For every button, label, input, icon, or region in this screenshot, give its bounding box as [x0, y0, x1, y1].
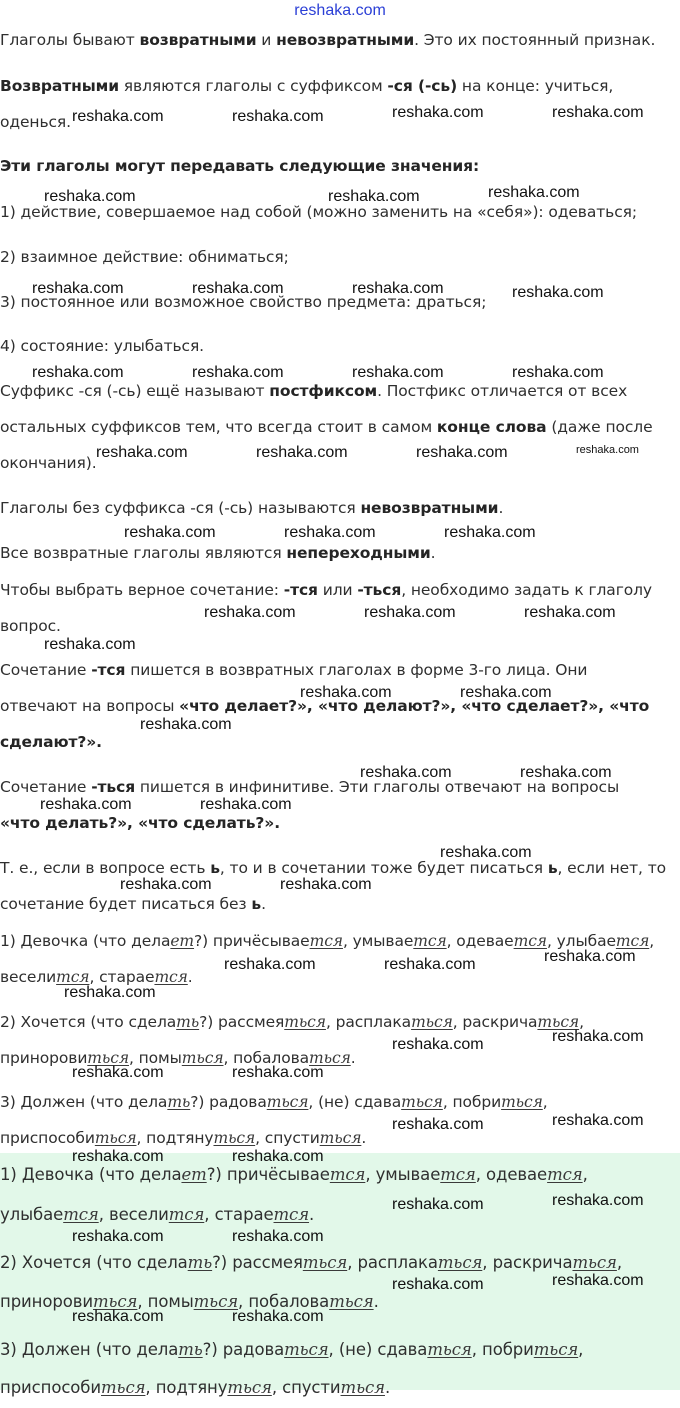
watermark: reshaka.com [72, 1308, 164, 1325]
text: , если нет, то [557, 859, 667, 877]
watermark: reshaka.com [552, 1028, 644, 1045]
text: отвечают на вопросы [0, 697, 180, 715]
ending: ться [284, 1340, 329, 1359]
watermark: reshaka.com [360, 764, 452, 781]
meaning-3: 3) постоянное или возможное свойство предмета: драться; [0, 293, 487, 311]
text: . [350, 1049, 356, 1067]
text: , улыбае [546, 932, 616, 950]
watermark: reshaka.com [364, 604, 456, 621]
text: (даже после [546, 418, 653, 436]
watermark: reshaka.com [224, 956, 316, 973]
term: непереходными [286, 544, 431, 562]
watermark: reshaka.com [488, 184, 580, 201]
watermark: reshaka.com [32, 280, 124, 297]
ending: ться [340, 1378, 385, 1397]
watermark: reshaka.com [64, 984, 156, 1001]
text: , побри [442, 1093, 502, 1111]
watermark: reshaka.com [124, 524, 216, 541]
para-reflexive-intro [0, 22, 680, 58]
text: , побалова [238, 1292, 330, 1311]
soft-sign: ь [547, 859, 558, 877]
text: Сочетание [0, 661, 92, 679]
term-tsya: -тся [91, 661, 126, 679]
text: . [187, 968, 193, 986]
text: , одевае [446, 932, 514, 950]
term-tsya-soft: -ться [91, 778, 136, 796]
watermark: reshaka.com [440, 844, 532, 861]
text: остальных суффиксов тем, что всегда стоит в самом [0, 418, 437, 436]
text: , [616, 1253, 623, 1272]
text: , старае [204, 1205, 274, 1224]
text: ?) рассмея [199, 1013, 285, 1031]
text: , [579, 1013, 584, 1031]
text: , [582, 1165, 588, 1184]
watermark: reshaka.com [512, 364, 604, 381]
watermark: reshaka.com [392, 1196, 484, 1213]
watermark: reshaka.com [72, 1064, 164, 1081]
watermark: reshaka.com [300, 684, 392, 701]
ending: ться [401, 1093, 443, 1111]
term-postfix: постфиксом [269, 382, 378, 400]
ending: ть [187, 1253, 213, 1272]
text: Суффикс -ся (-сь) ещё называют [0, 382, 270, 400]
text: , весели [98, 1205, 169, 1224]
ending: ться [284, 1013, 326, 1031]
text: , подтяну [136, 1129, 214, 1147]
ending: ет [170, 932, 195, 950]
text: ?) причёсывае [194, 932, 310, 950]
watermark: reshaka.com [544, 948, 636, 965]
ending: ться [227, 1378, 272, 1397]
watermark: reshaka.com [256, 444, 348, 461]
watermark: reshaka.com [140, 716, 232, 733]
text: , одевае [475, 1165, 548, 1184]
heading-text: Эти глаголы могут передавать следующие значения: [0, 157, 480, 175]
ending: ться [193, 1292, 239, 1311]
text: . [384, 1378, 391, 1397]
text: 3) Должен (что дела [0, 1093, 168, 1111]
text: Сочетание [0, 778, 92, 796]
term-tsya: -тся [283, 581, 318, 599]
watermark: reshaka.com [552, 1192, 644, 1209]
ending: ться [181, 1049, 224, 1067]
ending: тся [309, 932, 343, 950]
text: Т. е., если в вопросе есть [0, 859, 211, 877]
text: , умывае [365, 1165, 441, 1184]
watermark: reshaka.com [44, 636, 136, 653]
text: . [498, 499, 504, 517]
text: , умывае [342, 932, 414, 950]
text: весели [0, 968, 57, 986]
text: 2) Хочется (что сдела [0, 1013, 177, 1031]
site-watermark-top: reshaka.com [294, 2, 386, 19]
text: . Это их постоянный признак. [414, 31, 656, 49]
text: 3) Должен (что дела [0, 1340, 179, 1359]
para-reflexive-definition [0, 68, 680, 104]
ending: ться [213, 1129, 256, 1147]
watermark: reshaka.com [552, 1272, 644, 1289]
watermark: reshaka.com [444, 524, 536, 541]
ending: ться [329, 1292, 374, 1311]
watermark: reshaka.com [392, 104, 484, 121]
ending: ться [92, 1292, 138, 1311]
para-3rd-person-c [0, 724, 680, 760]
text: ?) причёсывае [206, 1165, 330, 1184]
text: Глаголы без суффикса -ся (-сь) называются [0, 499, 361, 517]
meaning-1: 1) действие, совершаемое над собой (можно заменить на «себя»): одеваться; [0, 203, 637, 221]
text: приспособи [0, 1378, 102, 1397]
meanings-heading [0, 148, 680, 184]
text: и [256, 31, 277, 49]
watermark: reshaka.com [512, 284, 604, 301]
text: , раскрича [482, 1253, 573, 1272]
text: , расплака [325, 1013, 412, 1031]
ending: ться [101, 1378, 146, 1397]
watermark: reshaka.com [392, 1276, 484, 1293]
watermark: reshaka.com [72, 1148, 164, 1165]
ending: тся [440, 1165, 476, 1184]
text: принорови [0, 1292, 93, 1311]
text: ?) радова [202, 1340, 285, 1359]
watermark: reshaka.com [392, 1036, 484, 1053]
text: Чтобы выбрать верное сочетание: [0, 581, 284, 599]
watermark: reshaka.com [200, 796, 292, 813]
text: , побри [471, 1340, 534, 1359]
text: , помы [137, 1292, 194, 1311]
ending: ться [411, 1013, 453, 1031]
para-nonreflexive [0, 490, 680, 526]
ending: ет [181, 1165, 207, 1184]
text: ?) рассмея [212, 1253, 303, 1272]
text: ?) радова [190, 1093, 267, 1111]
soft-sign: ь [210, 859, 220, 877]
text: . Постфикс отличается от всех [377, 382, 628, 400]
text: , старае [89, 968, 155, 986]
watermark: reshaka.com [328, 188, 420, 205]
soft-sign: ь [251, 895, 262, 913]
ending: ть [176, 1013, 200, 1031]
watermark: reshaka.com [520, 764, 612, 781]
watermark: reshaka.com [32, 364, 124, 381]
text: принорови [0, 1049, 88, 1067]
text: , [649, 932, 655, 950]
ending: ться [533, 1340, 579, 1359]
ending: ться [309, 1049, 351, 1067]
text: . [261, 895, 266, 913]
para-reflexive-definition-cont: оденься. [0, 113, 71, 131]
text: , расплака [347, 1253, 438, 1272]
meaning-4: 4) состояние: улыбаться. [0, 337, 205, 355]
text: , побалова [223, 1049, 310, 1067]
text: . [309, 1205, 315, 1224]
watermark: reshaka.com [40, 796, 132, 813]
watermark: reshaka.com [232, 1308, 324, 1325]
ending: ть [178, 1340, 203, 1359]
ending: тся [56, 968, 90, 986]
ending: ться [302, 1253, 348, 1272]
text: . [373, 1292, 379, 1311]
para-postfix-b [0, 409, 680, 445]
questions: «что делает?», «что делают?», «что сделает?», «что [179, 697, 650, 715]
text: 2) Хочется (что сдела [0, 1253, 188, 1272]
watermark: reshaka.com [192, 364, 284, 381]
para-choose-b: вопрос. [0, 617, 61, 635]
ending: тся [413, 932, 447, 950]
watermark: reshaka.com [44, 188, 136, 205]
text: 1) Девочка (что дела [0, 1165, 182, 1184]
watermark: reshaka.com [284, 524, 376, 541]
text: , необходимо задать к глаголу [401, 581, 652, 599]
term: невозвратными [360, 499, 499, 517]
watermark: reshaka.com [352, 364, 444, 381]
text: или [317, 581, 358, 599]
text: пишется в инфинитиве. Эти глаголы отвечают на вопросы [135, 778, 620, 796]
watermark: reshaka.com [232, 1148, 324, 1165]
text: на конце: учиться, [457, 77, 614, 95]
meaning-2: 2) взаимное действие: обниматься; [0, 248, 289, 266]
watermark: reshaka.com [204, 604, 296, 621]
watermark: reshaka.com [416, 444, 508, 461]
watermark: reshaka.com [460, 684, 552, 701]
ending: тся [273, 1205, 310, 1224]
text: , (не) сдава [328, 1340, 428, 1359]
ending: ться [94, 1129, 137, 1147]
watermark: reshaka.com [120, 876, 212, 893]
suffix: -ся (-сь) [387, 77, 458, 95]
answer-line-3b [0, 1368, 680, 1408]
watermark: reshaka.com [232, 1064, 324, 1081]
text: 1) Девочка (что дела [0, 932, 171, 950]
watermark: reshaka.com [552, 1112, 644, 1129]
watermark: reshaka.com [192, 280, 284, 297]
para-choose-a [0, 572, 680, 608]
ending: тся [547, 1165, 583, 1184]
text: , (не) сдава [308, 1093, 402, 1111]
watermark: reshaka.com [72, 1228, 164, 1245]
para-3rd-person-a [0, 652, 680, 688]
text: , [578, 1340, 584, 1359]
answer-line-3a [0, 1330, 680, 1370]
watermark: reshaka.com [576, 444, 639, 456]
term-reflexive: возвратными [139, 31, 257, 49]
term-word-end: конце слова [436, 418, 547, 436]
text: . [361, 1129, 367, 1147]
text: , помы [128, 1049, 182, 1067]
term-tsya-soft: -ться [357, 581, 402, 599]
text: , раскрича [452, 1013, 538, 1031]
ending: тся [329, 1165, 366, 1184]
watermark: reshaka.com [232, 1228, 324, 1245]
ending: ться [537, 1013, 580, 1031]
ending: ться [266, 1093, 309, 1111]
watermark: reshaka.com [392, 1116, 484, 1133]
term-nonreflexive: невозвратными [276, 31, 415, 49]
ending: тся [154, 968, 188, 986]
ending: ться [427, 1340, 472, 1359]
watermark: reshaka.com [280, 876, 372, 893]
ending: тся [513, 932, 547, 950]
text: . [430, 544, 436, 562]
watermark: reshaka.com [524, 604, 616, 621]
watermark: reshaka.com [72, 108, 164, 125]
watermark: reshaka.com [352, 280, 444, 297]
ending: ться [437, 1253, 483, 1272]
text: , спусти [271, 1378, 341, 1397]
ending: тся [63, 1205, 99, 1224]
ending: ться [319, 1129, 362, 1147]
ending: ть [167, 1093, 191, 1111]
text: , подтяну [145, 1378, 228, 1397]
questions: «что делать?», «что сделать?». [0, 814, 280, 832]
text: являются глаголы с суффиксом [118, 77, 388, 95]
watermark: reshaka.com [552, 104, 644, 121]
questions: сделают?». [0, 733, 102, 751]
text: сочетание будет писаться без [0, 895, 252, 913]
watermark: reshaka.com [96, 444, 188, 461]
para-postfix-c: окончания). [0, 454, 97, 472]
text: , то и в сочетании тоже будет писаться [219, 859, 548, 877]
text: приспособи [0, 1129, 95, 1147]
text: улыбае [0, 1205, 64, 1224]
ending: тся [168, 1205, 205, 1224]
text: пишется в возвратных глаголах в форме 3-го лица. Они [125, 661, 588, 679]
watermark: reshaka.com [384, 956, 476, 973]
ending: ться [501, 1093, 543, 1111]
term: Возвратными [0, 77, 119, 95]
ending: ться [572, 1253, 617, 1272]
ending: тся [615, 932, 650, 950]
ending: ться [87, 1049, 129, 1067]
text: Все возвратные глаголы являются [0, 544, 287, 562]
watermark: reshaka.com [232, 108, 324, 125]
text: Глаголы бывают [0, 31, 140, 49]
text: , спусти [255, 1129, 320, 1147]
text: , [542, 1093, 548, 1111]
